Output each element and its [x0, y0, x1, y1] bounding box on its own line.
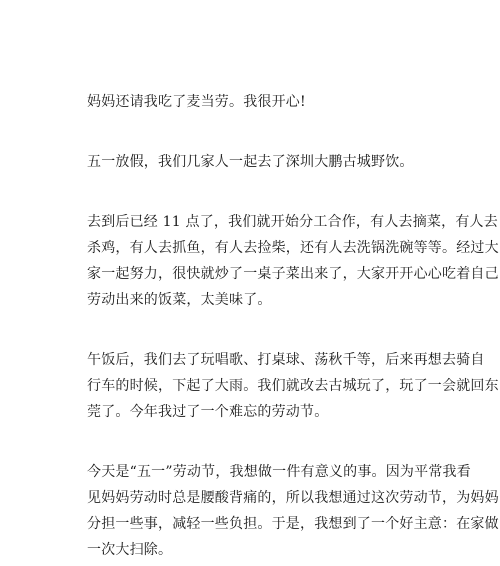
- paragraph: [87, 459, 499, 563]
- text-line: 一次大扫除。: [87, 542, 173, 558]
- text-line: 妈妈还请我吃了麦当劳。我很开心!: [87, 94, 306, 110]
- paragraph: [87, 209, 499, 313]
- paragraph: [87, 149, 428, 175]
- text-line: 见妈妈劳动时总是腰酸背痛的，所以我想通过这次劳动节，为妈妈: [87, 490, 499, 506]
- text-line: 莞了。今年我过了一个难忘的劳动节。: [87, 404, 329, 420]
- text-line: 杀鸡，有人去抓鱼，有人去捡柴，还有人去洗锅洗碗等等。经过大: [87, 240, 499, 256]
- paragraph-gap: [87, 175, 428, 209]
- text-line: 行车的时候，下起了大雨。我们就改去古城玩了，玩了一会就回东: [87, 378, 499, 394]
- text-line: 去到后已经 11 点了，我们就开始分工合作，有人去摘菜，有人去: [87, 214, 498, 230]
- text-line: 五一放假，我们几家人一起去了深圳大鹏古城野饮。: [87, 154, 414, 170]
- text-line: 午饭后，我们去了玩唱歌、打桌球、荡秋千等，后来再想去骑自: [87, 352, 485, 368]
- text-line: 家一起努力，很快就炒了一桌子菜出来了，大家开开心心吃着自己: [87, 266, 499, 282]
- text-line: 分担一些事，减轻一些负担。于是，我想到了一个好主意：在家做: [87, 516, 499, 532]
- paragraph: [87, 347, 499, 425]
- text-line: 今天是“五一”劳动节，我想做一件有意义的事。因为平常我看: [87, 464, 471, 480]
- paragraph-gap: [87, 313, 428, 347]
- paragraph: [87, 89, 428, 115]
- paragraph-gap: [87, 115, 428, 149]
- text-line: 劳动出来的饭菜，太美味了。: [87, 292, 272, 308]
- paragraph-gap: [87, 425, 428, 459]
